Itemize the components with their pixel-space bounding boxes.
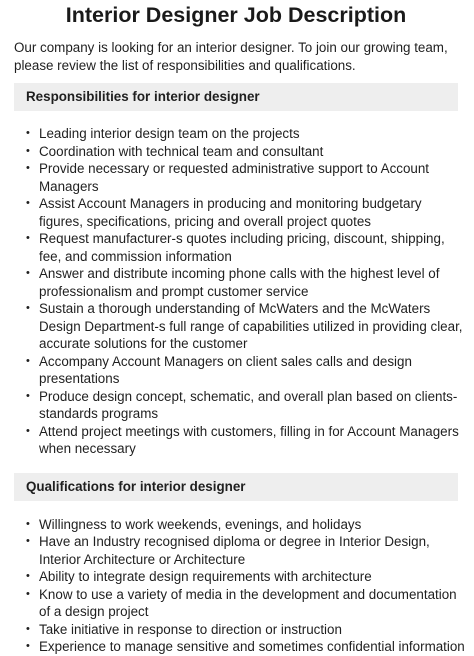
list-item: • Willingness to work weekends, evenings, and holidays [26, 516, 362, 532]
bullet-icon: • [26, 162, 30, 174]
bullet-icon: • [26, 535, 30, 547]
list-item: • Take initiative in response to direction or instruction [26, 621, 342, 637]
list-item: • Provide necessary or requested administrative support to Account Managers [26, 161, 430, 194]
qualifications-heading: Qualifications for interior designer [14, 473, 458, 501]
bullet-icon: • [26, 517, 30, 530]
list-item: • Have an Industry recognised diploma or degree in Interior Design, Interior Architecture or Architecture [26, 534, 430, 567]
intro-paragraph: Our company is looking for an interior designer. To join our growing team, please review the list of responsibilities and qualifications. [14, 40, 448, 73]
list-item: • Coordination with technical team and consultant [26, 143, 324, 159]
bullet-icon: • [26, 424, 30, 437]
bullet-icon: • [26, 622, 30, 635]
page-title: Interior Designer Job Description [65, 3, 407, 27]
bullet-icon: • [26, 587, 30, 600]
list-item: • Produce design concept, schematic, and overall plan based on clients-standards programs [26, 388, 458, 421]
responsibilities-list [14, 125, 463, 458]
list-item: • Assist Account Managers in producing and monitoring budgetary figures, specifications, pricing and overall project quotes [26, 196, 422, 229]
bullet-icon: • [26, 570, 30, 582]
bullet-icon: • [26, 354, 30, 367]
list-item: • Ability to integrate design requirements with architecture [26, 569, 372, 584]
responsibilities-heading: Responsibilities for interior designer [14, 83, 458, 111]
qualifications-list [14, 516, 465, 656]
list-item: • Leading interior design team on the projects [26, 126, 300, 141]
bullet-icon: • [26, 302, 30, 314]
list-item: • Sustain a thorough understanding of McWaters and the McWaters Design Department-s full range of capabilities utilized in providing clear, accurate solutions for the customer [26, 301, 463, 351]
bullet-icon: • [26, 232, 30, 244]
bullet-icon: • [26, 389, 30, 402]
list-item: • Know to use a variety of media in the development and documentation of a design project [26, 586, 457, 619]
bullet-icon: • [26, 127, 30, 139]
bullet-icon: • [26, 197, 30, 209]
list-item: • Answer and distribute incoming phone calls with the highest level of professionalism and prompt customer service [26, 266, 440, 299]
bullet-icon: • [26, 144, 30, 157]
list-item: • Request manufacturer-s quotes including pricing, discount, shipping, fee, and commission information [26, 231, 445, 264]
bullet-icon: • [26, 267, 30, 279]
list-item: • Experience to manage sensitive and sometimes confidential information [26, 639, 465, 654]
list-item: • Accompany Account Managers on client sales calls and design presentations [26, 353, 412, 386]
bullet-icon: • [26, 640, 30, 652]
list-item: • Attend project meetings with customers, filling in for Account Managers when necessary [26, 423, 459, 456]
